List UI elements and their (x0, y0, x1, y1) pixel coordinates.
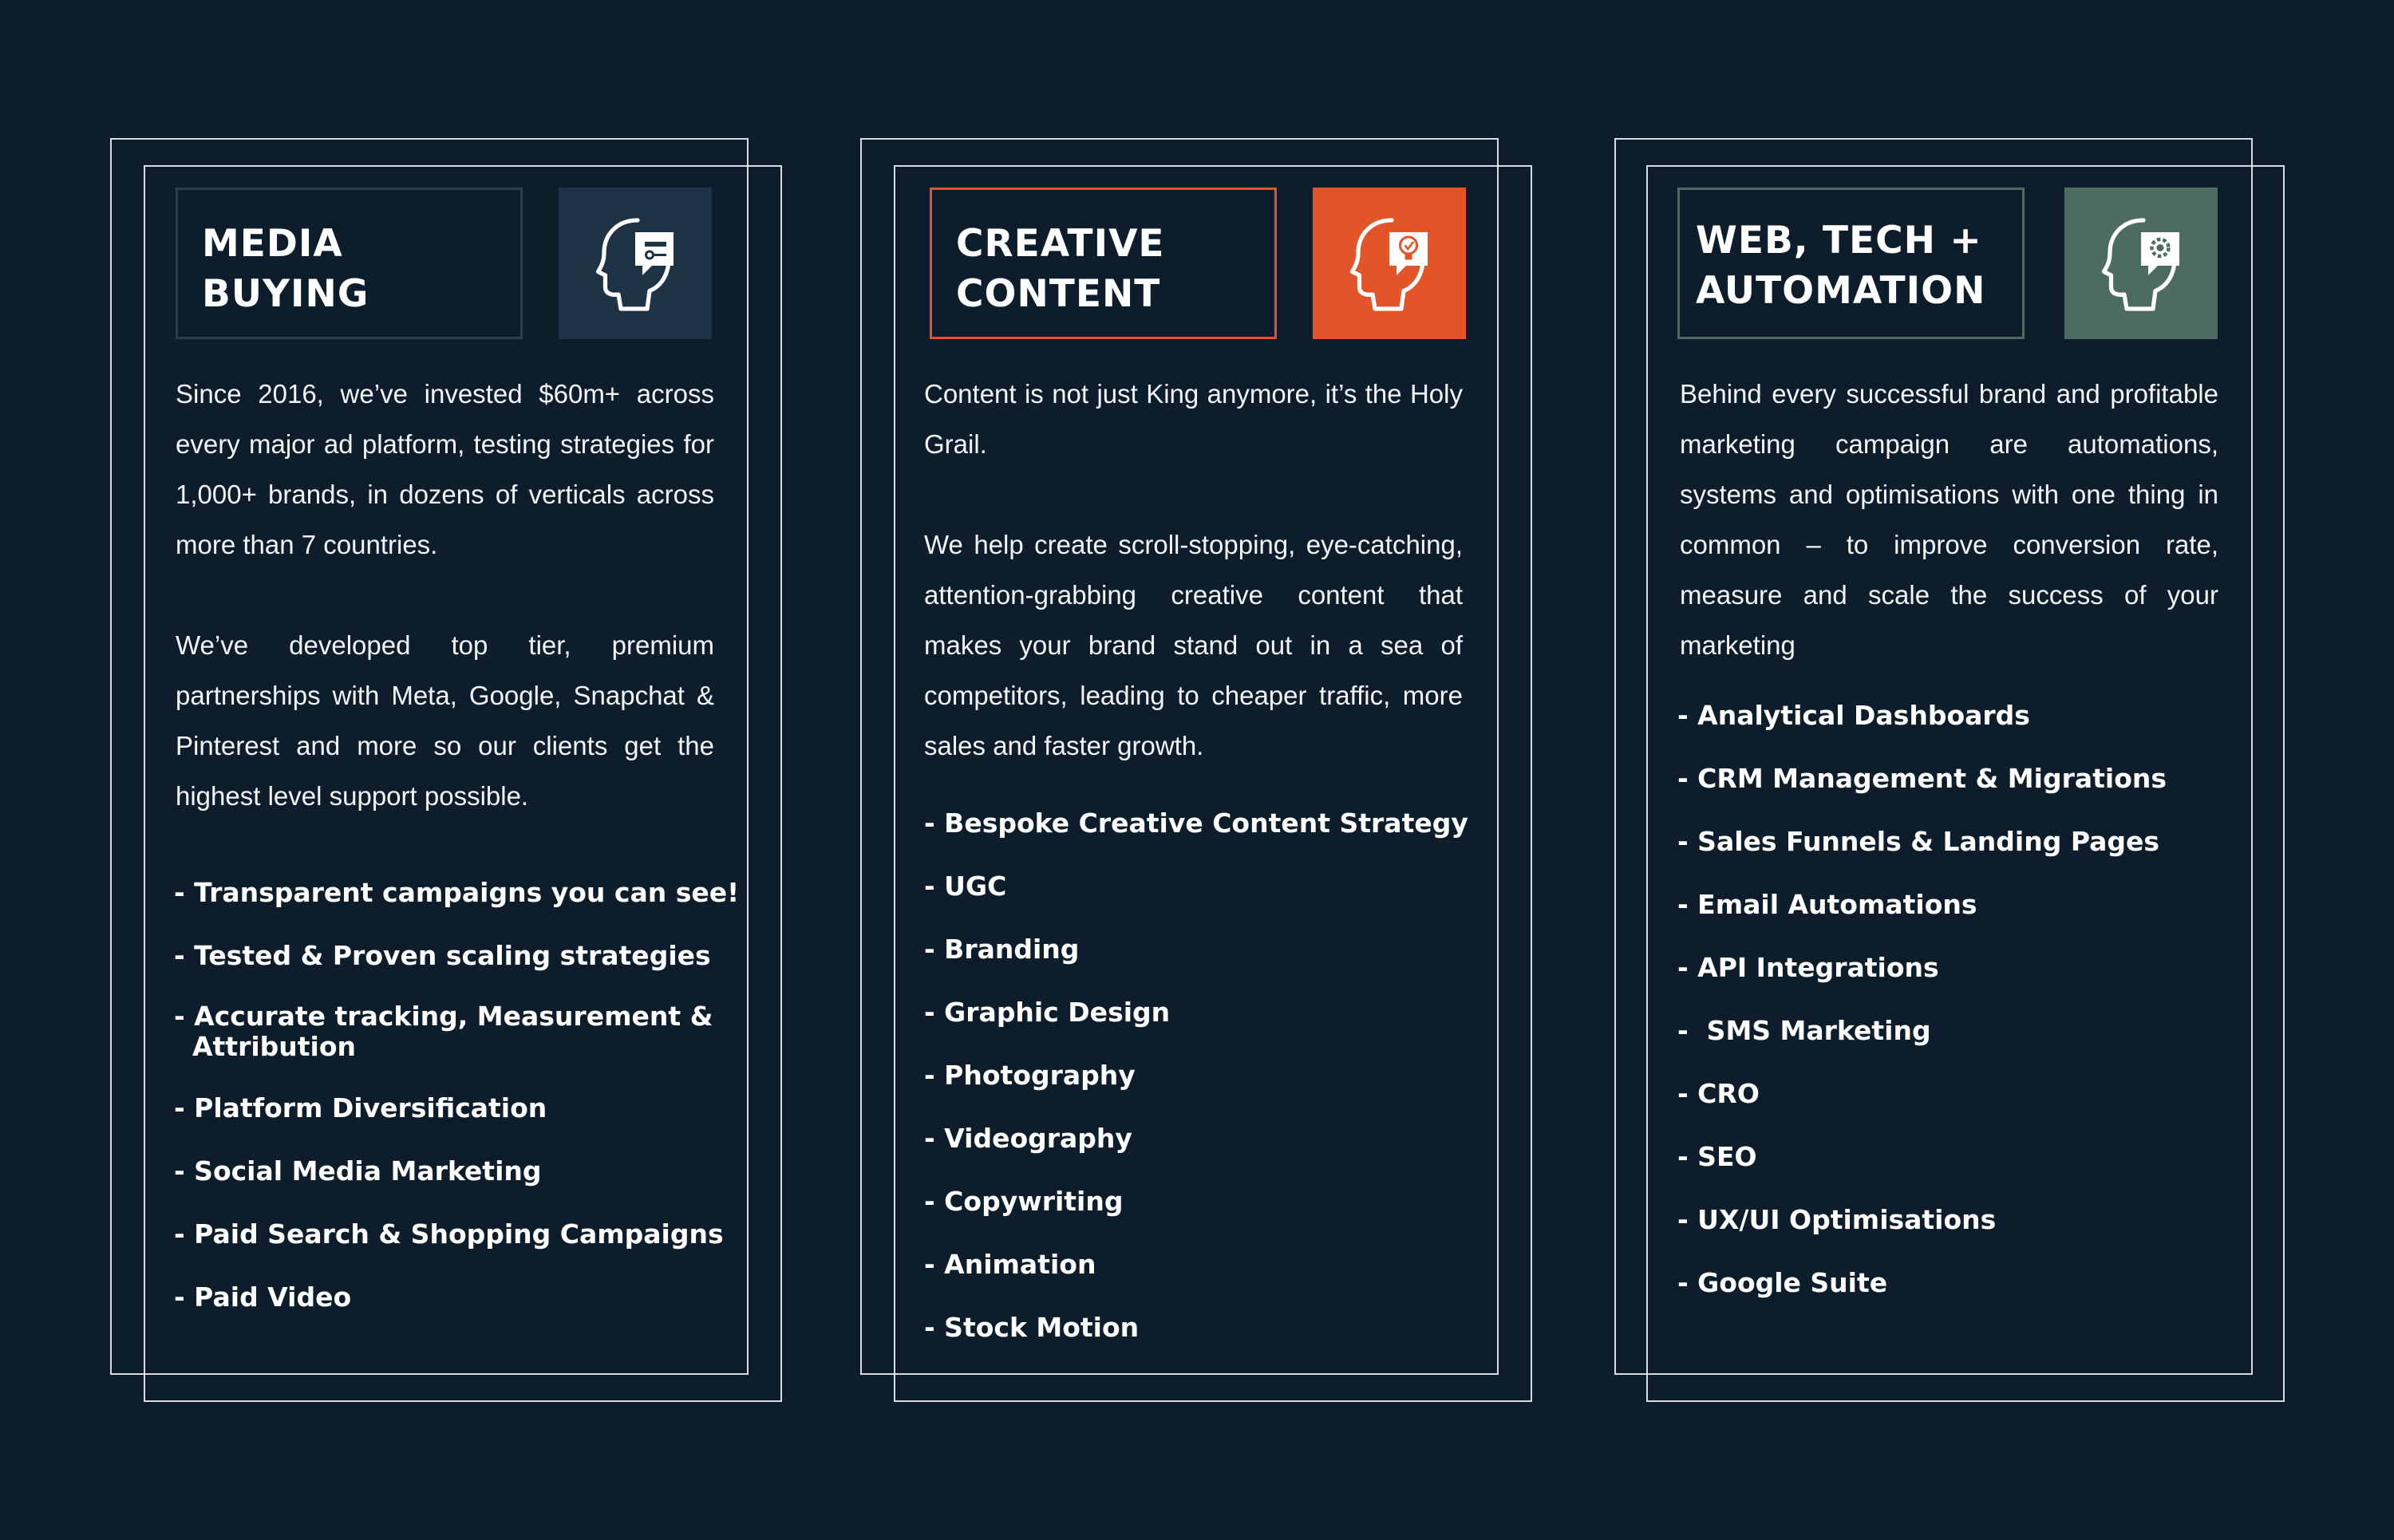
card-paragraph: Behind every successful brand and profitable marketing campaign are automations, systems and optimisations with one thing in common – to improve conversion rate, measure and scale the success of your marketing (1680, 379, 2218, 660)
service-item: - Paid Search & Shopping Campaigns (174, 1218, 724, 1250)
service-item: - Animation (924, 1249, 1096, 1280)
service-item: - Platform Diversification (174, 1092, 547, 1123)
service-item: - Graphic Design (924, 997, 1171, 1028)
service-item: - Stock Motion (924, 1312, 1140, 1343)
head-gear-icon (2064, 188, 2218, 339)
card-description (1680, 369, 2218, 670)
card-title-box (176, 188, 523, 339)
service-item: - Sales Funnels & Landing Pages (1677, 826, 2160, 857)
card-paragraph: Since 2016, we’ve invested $60m+ across every major ad platform, testing strategies for 1,000+ brands, in dozens of verticals across more than 7 countries. (176, 379, 714, 559)
service-item: - SMS Marketing (1677, 1015, 1931, 1046)
card-description (924, 369, 1463, 771)
service-item: - SEO (1677, 1141, 1757, 1172)
card-web-tech-automation (1500, 0, 2298, 1540)
card-description (176, 369, 714, 821)
card-title-line: MEDIA (202, 222, 343, 266)
service-item: - Videography (924, 1123, 1132, 1154)
card-paragraph: We’ve developed top tier, premium partnerships with Meta, Google, Snapchat & Pinterest and more so our clients get the highest level support possible. (176, 630, 714, 811)
service-item: - CRM Management & Migrations (1677, 763, 2167, 794)
head-media-buying-icon (559, 188, 712, 339)
card-title-box (930, 188, 1277, 339)
service-item: - Google Suite (1677, 1267, 1888, 1298)
head-lightbulb-icon (1313, 188, 1466, 339)
service-item: - CRO (1677, 1078, 1760, 1109)
card-title-box (1677, 188, 2025, 339)
service-item: - Analytical Dashboards (1677, 700, 2030, 731)
service-item: - Tested & Proven scaling strategies (174, 940, 711, 971)
service-item: - Branding (924, 934, 1080, 965)
card-paragraph: We help create scroll-stopping, eye-catching, attention-grabbing creative content that makes your brand stand out in a sea of competitors, leading to cheaper traffic, more sales and faster growth. (924, 530, 1463, 760)
service-item: - UX/UI Optimisations (1677, 1204, 1997, 1235)
service-item: - API Integrations (1677, 952, 1939, 983)
card-media-buying (0, 0, 798, 1540)
service-item: - Photography (924, 1060, 1136, 1091)
service-item: - Bespoke Creative Content Strategy (924, 808, 1468, 839)
service-item: - Accurate tracking, Measurement & (174, 1001, 713, 1032)
card-title-line: WEB, TECH + (1696, 219, 1982, 263)
card-title-line: AUTOMATION (1696, 269, 1986, 313)
service-item: - Copywriting (924, 1186, 1124, 1217)
card-paragraph: Content is not just King anymore, it’s the Holy Grail. (924, 379, 1463, 459)
service-item: Attribution (174, 1031, 357, 1062)
card-creative-content (750, 0, 1548, 1540)
service-item: - Transparent campaigns you can see! (174, 877, 740, 908)
card-title-line: CONTENT (956, 272, 1161, 316)
card-title-line: CREATIVE (956, 222, 1165, 266)
service-item: - Social Media Marketing (174, 1155, 542, 1187)
card-title-line: BUYING (202, 272, 369, 316)
service-item: - Paid Video (174, 1281, 352, 1313)
service-item: - Email Automations (1677, 889, 1977, 920)
service-item: - UGC (924, 871, 1007, 902)
